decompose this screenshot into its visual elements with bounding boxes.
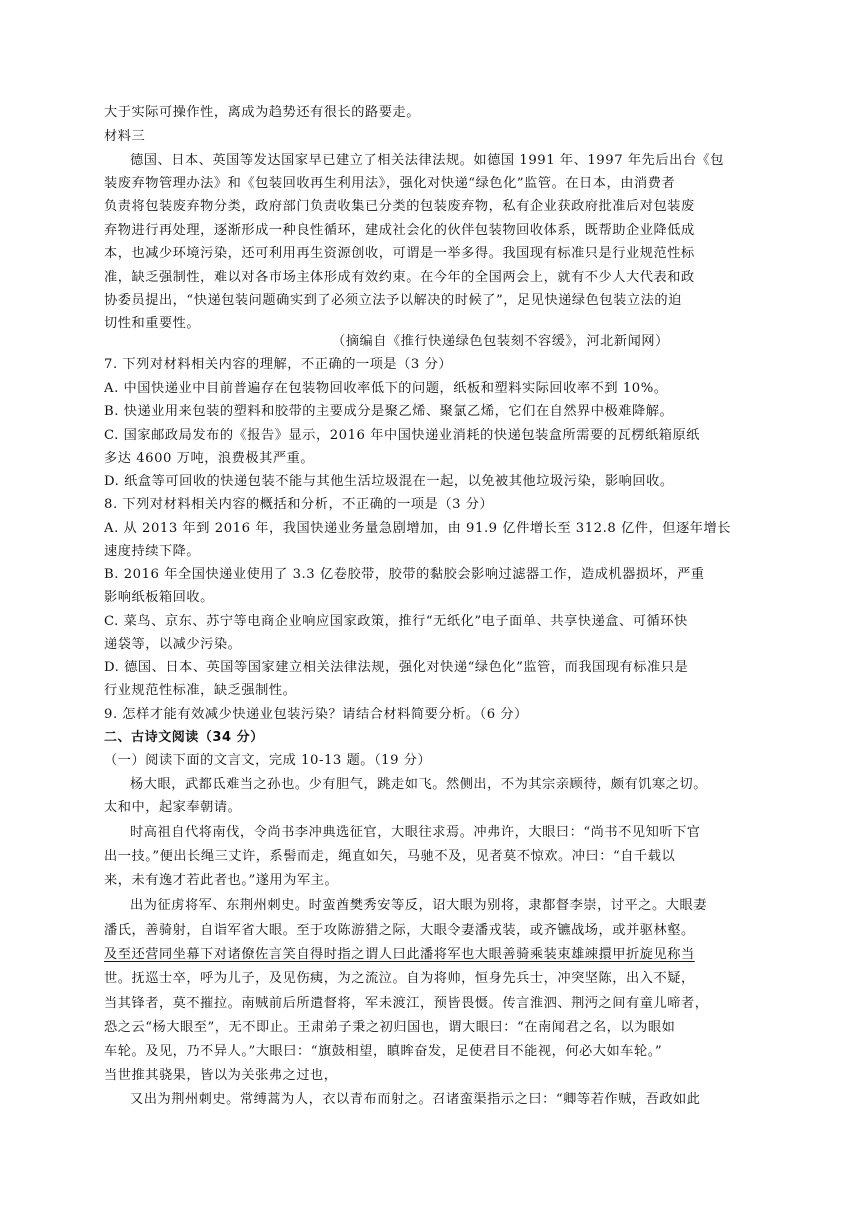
passage-line: 出为征虏将军、东荆州刺史。时蛮酋樊秀安等反，诏大眼为别将，隶都督李崇，讨平之。大眼妻 — [130, 898, 707, 913]
option-7c: C. 国家邮政局发布的《报告》显示，2016 年中国快递业消耗的快递包装盒所需要的瓦楞纸箱原纸 — [104, 428, 700, 443]
passage-line: 又出为荆州刺史。常缚蒿为人，衣以青布而射之。召诸蛮渠指示之曰：“卿等若作贼，吾政如此 — [130, 1092, 701, 1107]
option-7b: B. 快递业用来包装的塑料和胶带的主要成分是聚乙烯、聚氯乙烯，它们在自然界中极难降解。 — [104, 404, 674, 419]
passage-line: 出一技。”便出长绳三丈许，系髻而走，绳直如矢，马驰不及，见者莫不惊欢。冲曰：“自千载以 — [104, 849, 676, 864]
passage-line: 来，未有逸才若此者也。”遂用为军主。 — [104, 873, 339, 888]
text-line: 装废弃物管理办法》和《包装回收再生利用法》，强化对快递“绿色化”监管。在日本，由消费者 — [104, 176, 676, 191]
option-7a: A. 中国快递业中目前普遍存在包装物回收率低下的问题，纸板和塑料实际回收率不到 10%。 — [104, 381, 668, 396]
option-8d: D. 德国、日本、英国等国家建立相关法律法规，强化对快递“绿色化”监管，而我国现有标准只是 — [104, 660, 689, 675]
passage-line: 太和中，起家奉朝请。 — [104, 800, 242, 815]
text-line: 递袋等，以减少污染。 — [104, 637, 242, 652]
passage-line-underlined: 及至还营同坐幕下对诸僚佐言笑自得时指之谓人曰此潘将军也大眼善骑乘装束雄竦擐甲折旋见称当 — [104, 947, 695, 962]
text-line: 行业规范性标准，缺乏强制性。 — [104, 683, 297, 698]
section-heading: 二、古诗文阅读（34 分） — [104, 730, 264, 745]
text-line: 协委员提出，“快递包装问题确实到了必须立法予以解决的时候了”，足见快递绿色包装立法的迫 — [104, 293, 682, 308]
text-line: 速度持续下降。 — [104, 544, 201, 559]
text-line: 本，也减少环境污染，还可利用再生资源创收，可谓是一举多得。我国现有标准只是行业规范性标 — [104, 246, 695, 261]
text-line: 负责将包装废弃物分类，政府部门负责收集已分类的包装废弃物，私有企业获政府批准后对包装废 — [104, 199, 695, 214]
text-line: 弃物进行再处理，逐渐形成一种良性循环，建成社会化的伙伴包装物回收体系，既帮助企业降低成 — [104, 223, 695, 238]
passage-line: 杨大眼，武都氐难当之孙也。少有胆气，跳走如飞。然侧出，不为其宗亲顾待，颇有饥寒之切。 — [130, 777, 707, 792]
passage-line: 恐之云“杨大眼至”，无不即止。王肃弟子秉之初归国也，谓大眼曰：“在南闻君之名，以为眼如 — [104, 1020, 676, 1035]
question-7: 7. 下列对材料相关内容的理解，不正确的一项是（3 分） — [104, 357, 453, 372]
option-7d: D. 纸盒等可回收的快递包装不能与其他生活垃圾混在一起，以免被其他垃圾污染，影响回收。 — [104, 474, 674, 489]
option-8c: C. 菜鸟、京东、苏宁等电商企业响应国家政策，推行“无纸化”电子面单、共享快递盒、可循环快 — [104, 614, 688, 629]
subsection-heading: （一）阅读下面的文言文，完成 10-13 题。（19 分） — [104, 753, 432, 768]
passage-line: 当其锋者，莫不摧拉。南贼前后所遣督将，军未渡江，预皆畏慑。传言淮泗、荆沔之间有童儿啼者， — [104, 996, 709, 1011]
passage-line: 时高祖自代将南伐，令尚书李冲典选征官，大眼往求焉。冲弗许，大眼曰：“尚书不见知听下官 — [130, 825, 701, 840]
text-line: 大于实际可操作性，离成为趋势还有很长的路要走。 — [104, 105, 420, 120]
text-line: 切性和重要性。 — [104, 316, 201, 331]
passage-line: 世。抚巡士卒，呼为儿子，及见伤痍，为之流泣。自为将帅，恒身先兵士，冲突坚陈，出入不疑， — [104, 971, 695, 986]
passage-line: 潘氏，善骑射，自诣军省大眼。至于攻陈游猎之际，大眼令妻潘戎装，或齐镳战场，或并驱林壑。 — [104, 923, 695, 938]
passage-line: 车轮。及见，乃不异人。”大眼曰：“旗鼓相望，瞋眸奋发，足使君目不能视，何必大如车轮。” — [104, 1044, 663, 1059]
text-line: 影响纸板箱回收。 — [104, 590, 214, 605]
source-citation: （摘编自《推行快递绿色包装刻不容缓》，河北新闻网） — [332, 334, 669, 349]
text-line: 德国、日本、英国等发达国家早已建立了相关法律法规。如德国 1991 年、1997 年先后出台《包 — [130, 153, 725, 168]
option-8a: A. 从 2013 年到 2016 年，我国快递业务量急剧增加，由 91.9 亿件增长至 312.8 亿件，但逐年增长 — [104, 521, 731, 536]
option-8b: B. 2016 年全国快递业使用了 3.3 亿卷胶带，胶带的黏胶会影响过滤器工作，造成机器损坏，严重 — [104, 567, 705, 582]
question-8: 8. 下列对材料相关内容的概括和分析，不正确的一项是（3 分） — [104, 497, 494, 512]
text-line: 准，缺乏强制性，难以对各市场主体形成有效约束。在今年的全国两会上，就有不少人大代表和政 — [104, 270, 695, 285]
question-9: 9. 怎样才能有效减少快递业包装污染？请结合材料简要分析。（6 分） — [104, 707, 528, 722]
text-line: 多达 4600 万吨，浪费极其严重。 — [104, 451, 315, 466]
passage-line: 当世推其骁果，皆以为关张弗之过也， — [104, 1068, 338, 1083]
material-heading: 材料三 — [104, 129, 146, 144]
